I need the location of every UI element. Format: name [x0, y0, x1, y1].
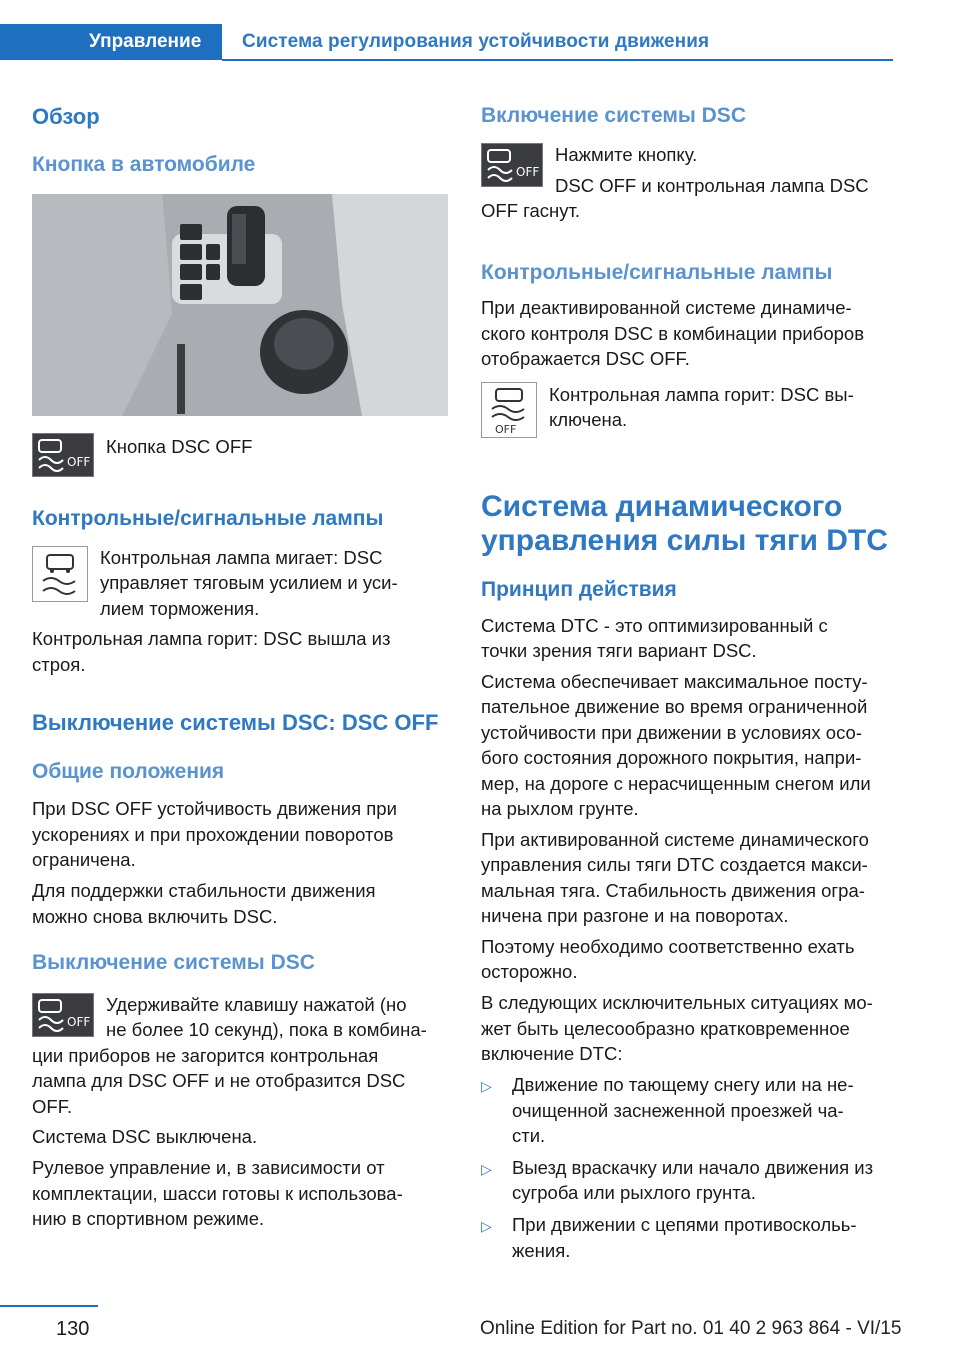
- edition-text: Online Edition for Part no. 01 40 2 963 864 - VI/15: [480, 1318, 902, 1339]
- enable-heading: Включение системы DSC: [481, 104, 746, 127]
- dsc-off-icon-3: [481, 143, 543, 187]
- lamp-on-line2: строя.: [32, 654, 86, 675]
- dtc-heading-line1: Система динамического: [481, 490, 843, 523]
- bullet-marker-2: ▷: [481, 1161, 492, 1177]
- p5-line1: В следующих исключительных ситуациях мо‐: [481, 992, 873, 1013]
- principle-line2: точки зрения тяги вариант DSC.: [481, 640, 757, 661]
- header-divider: [222, 59, 893, 61]
- lamp-flash-line2: управляет тяговым усилием и уси‐: [100, 572, 398, 593]
- bullet2-line2: сугроба или рыхлого грунта.: [512, 1182, 756, 1203]
- p2-line6: на рыхлом грунте.: [481, 798, 639, 819]
- enable-press: Нажмите кнопку.: [555, 144, 698, 165]
- overview-heading: Обзор: [32, 104, 100, 129]
- principle-line1: Система DTC - это оптимизированный с: [481, 615, 828, 636]
- lamps-line1: При деактивированной системе динамиче‐: [481, 297, 852, 318]
- disable-line4: лампа для DSC OFF и не отобразится DSC: [32, 1070, 406, 1091]
- bullet1-line3: сти.: [512, 1125, 546, 1146]
- disabled-message: Система DSC выключена.: [32, 1126, 258, 1147]
- icon-off-text-2: OFF: [67, 1015, 91, 1029]
- p2-line5: мер, на дороге с нерасчищенным снегом или: [481, 773, 871, 794]
- lamp-off-text: OFF: [495, 423, 517, 436]
- steering-line2: комплектации, шасси готовы к использова‐: [32, 1183, 403, 1204]
- general-heading: Общие положения: [32, 760, 225, 783]
- icon-off-text-3: OFF: [516, 165, 540, 179]
- lamp-off-line2: ключена.: [549, 409, 628, 430]
- disable-line2: не более 10 секунд), пока в комбина‐: [106, 1019, 427, 1040]
- icon-off-text: OFF: [67, 455, 91, 469]
- general-p1-line3: ограничена.: [32, 849, 136, 870]
- bullet-marker-3: ▷: [481, 1218, 492, 1234]
- left-lamps-heading: Контрольные/сигнальные лампы: [32, 507, 384, 530]
- disable-line3: ции приборов не загорится контрольная: [32, 1045, 379, 1066]
- steering-line1: Рулевое управление и, в зависимости от: [32, 1157, 385, 1178]
- general-p2-line1: Для поддержки стабильности движения: [32, 880, 376, 901]
- lamps-line2: ского контроля DSC в комбинации приборов: [481, 323, 865, 344]
- p2-line1: Система обеспечивает максимальное посту‐: [481, 671, 868, 692]
- section-tab: [0, 24, 222, 60]
- chapter-title: Система регулирования устойчивости движения: [242, 31, 710, 52]
- p4-line2: осторожно.: [481, 961, 578, 982]
- button-heading: Кнопка в автомобиле: [32, 153, 256, 176]
- right-lamps-heading: Контрольные/сигнальные лампы: [481, 261, 833, 284]
- p3-line2: управления силы тяги DTC создается макси‐: [481, 854, 868, 875]
- p2-line2: пательное движение во время ограниченной: [481, 696, 868, 717]
- dsc-off-lamp-icon: [481, 382, 537, 438]
- p2-line4: бого состояния дорожного покрытия, напри‐: [481, 747, 862, 768]
- lamp-on-line1: Контрольная лампа горит: DSC вышла из: [32, 628, 391, 649]
- dsc-lamp-icon: [32, 546, 88, 602]
- general-p2-line2: можно снова включить DSC.: [32, 906, 278, 927]
- car-console-photo: [32, 194, 448, 416]
- p5-line2: жет быть целесообразно кратковременное: [481, 1018, 850, 1039]
- bullet1-line1: Движение по тающему снегу или на не‐: [512, 1074, 854, 1095]
- page-number: 130: [56, 1318, 90, 1340]
- lamp-flash-line3: лием торможения.: [100, 598, 260, 619]
- p4-line1: Поэтому необходимо соответственно ехать: [481, 936, 855, 957]
- disable-line1: Удерживайте клавишу нажатой (но: [106, 994, 407, 1015]
- bullet2-line1: Выезд враскачку или начало движения из: [512, 1157, 874, 1178]
- p2-line3: устойчивости при движении в условиях осо‐: [481, 722, 863, 743]
- p3-line3: мальная тяга. Стабильность движения огра‐: [481, 880, 865, 901]
- enable-line1: DSC OFF и контрольная лампа DSC: [555, 175, 869, 196]
- enable-line2: OFF гаснут.: [481, 200, 581, 221]
- dsc-off-icon-2: [32, 993, 94, 1037]
- p3-line4: ничена при разгоне и на поворотах.: [481, 905, 789, 926]
- console-illustration: [32, 194, 448, 416]
- footer-divider: [0, 1305, 98, 1307]
- disable-line5: OFF.: [32, 1096, 73, 1117]
- disable-heading: Выключение системы DSC: [32, 951, 315, 974]
- p5-line3: включение DTC:: [481, 1043, 623, 1064]
- dsc-off-icon: [32, 433, 94, 477]
- lamp-flash-line1: Контрольная лампа мигает: DSC: [100, 547, 383, 568]
- dtc-heading-line2: управления силы тяги DTC: [481, 524, 888, 557]
- general-p1-line1: При DSC OFF устойчивость движения при: [32, 798, 397, 819]
- section-label: Управление: [89, 31, 202, 52]
- steering-line3: нию в спортивном режиме.: [32, 1208, 265, 1229]
- dsc-off-heading: Выключение системы DSC: DSC OFF: [32, 710, 439, 735]
- principle-heading: Принцип действия: [481, 578, 677, 601]
- page-header: [0, 24, 893, 60]
- bullet1-line2: очищенной заснеженной проезжей ча‐: [512, 1100, 844, 1121]
- bullet3-line1: При движении с цепями противоскольь‐: [512, 1214, 857, 1235]
- lamp-off-line1: Контрольная лампа горит: DSC вы‐: [549, 384, 854, 405]
- lamps-line3: отображается DSC OFF.: [481, 348, 690, 369]
- button-caption: Кнопка DSC OFF: [106, 436, 253, 457]
- bullet-marker-1: ▷: [481, 1078, 492, 1094]
- bullet3-line2: жения.: [512, 1240, 571, 1261]
- general-p1-line2: ускорениях и при прохождении поворотов: [32, 824, 394, 845]
- p3-line1: При активированной системе динамического: [481, 829, 869, 850]
